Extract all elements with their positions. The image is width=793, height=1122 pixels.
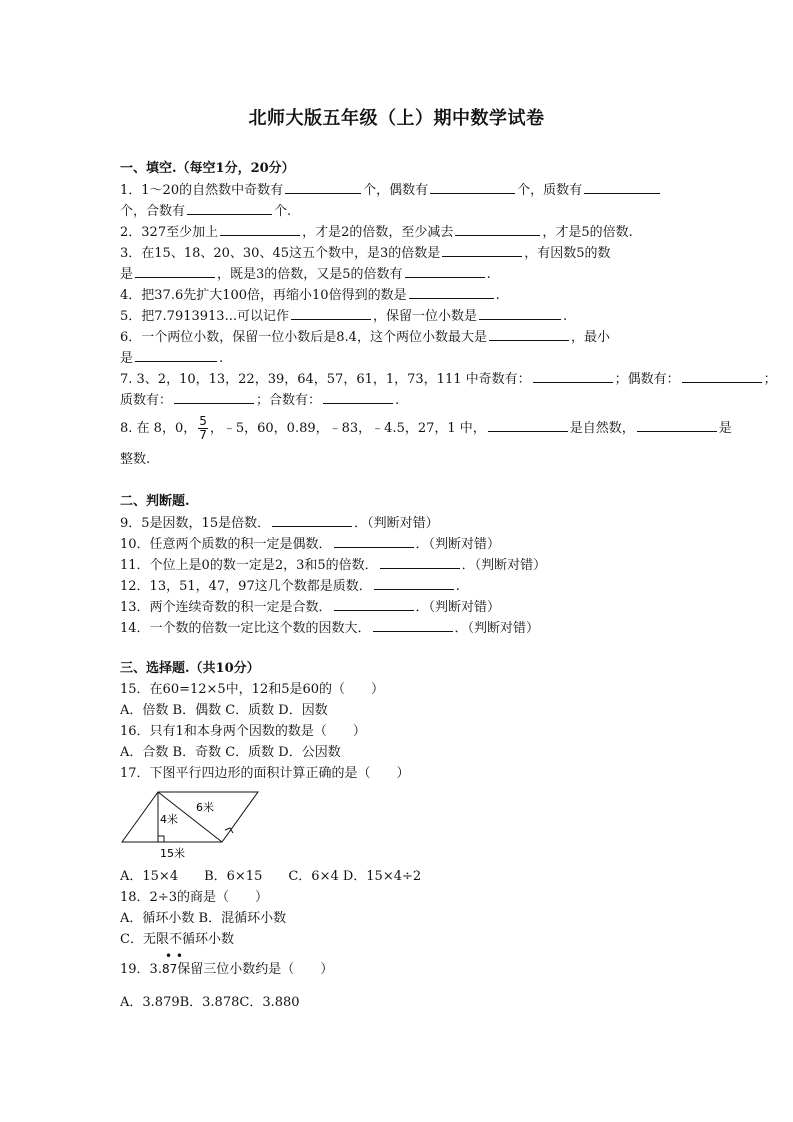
question-5: 5．把7.7913913...可以记作 ，保留一位小数是 . — [120, 309, 568, 324]
question-12: 12．13，51，47，97这几个数都是质数． . — [120, 579, 460, 594]
question-15: 15．在60=12×5中，12和5是60的（ ） — [120, 682, 385, 697]
question-18-options: A．循环小数 B．混循环小数 — [120, 911, 287, 926]
question-7: 7. 3、2，10，13，22，39，64，57，61，1，73，111 中奇数有： ；偶数有： ； — [120, 372, 777, 387]
question-6: 6．一个两位小数，保留一位小数后是8.4，这个两位小数最大是 ，最小 — [120, 330, 610, 345]
answer-blank[interactable] — [334, 598, 414, 611]
repeat-dots: • • — [164, 949, 183, 963]
question-19: 19．3. • • 87保留三位小数约是（ ） — [120, 949, 334, 977]
answer-blank[interactable] — [489, 328, 569, 341]
answer-blank[interactable] — [174, 391, 254, 404]
answer-blank[interactable] — [373, 619, 453, 632]
question-2: 2．327至少加上 ，才是2的倍数，至少减去 ，才是5的倍数. — [120, 225, 633, 240]
question-1: 1．1～20的自然数中奇数有 个，偶数有 个，质数有 — [120, 181, 662, 200]
parallelogram-figure — [118, 786, 263, 862]
question-18-options-cont: C．无限不循环小数 — [120, 932, 234, 947]
answer-blank[interactable] — [291, 307, 371, 320]
question-13: 13．两个连续奇数的积一定是合数． ．（判断对错） — [120, 600, 501, 615]
answer-blank[interactable] — [637, 419, 717, 432]
question-1-cont: 个，合数有 个. — [120, 204, 292, 219]
label-15m: 15米 — [160, 847, 185, 860]
question-14: 14．一个数的倍数一定比这个数的因数大． ．（判断对错） — [120, 621, 540, 636]
answer-blank[interactable] — [135, 265, 215, 278]
answer-blank[interactable] — [409, 286, 494, 299]
question-8: 8. 在 8，0， $\frac{5}{7}$ ，﹣5，60，0.89，﹣83，﹣4.5，27，1 中， 是自然数， 是 — [120, 414, 732, 442]
question-3: 3．在15、18、20、30、45这五个数中，是3的倍数是 ，有因数5的数 — [120, 246, 611, 261]
question-10: 10．任意两个质数的积一定是偶数． ．（判断对错） — [120, 537, 501, 552]
question-16-options: A．合数 B．奇数 C．质数 D．公因数 — [120, 745, 341, 760]
answer-blank[interactable] — [488, 419, 568, 432]
question-6-cont: 是 . — [120, 351, 224, 366]
question-4: 4．把37.6先扩大100倍，再缩小10倍得到的数是 . — [120, 288, 500, 303]
answer-blank[interactable] — [533, 370, 613, 383]
answer-blank[interactable] — [285, 181, 361, 194]
answer-blank[interactable] — [455, 223, 540, 236]
answer-blank[interactable] — [442, 244, 522, 257]
question-17: 17．下图平行四边形的面积计算正确的是（ ） — [120, 766, 410, 781]
answer-blank[interactable] — [374, 577, 454, 590]
answer-blank[interactable] — [479, 307, 561, 320]
question-8-cont: 整数. — [120, 452, 151, 467]
answer-blank[interactable] — [334, 535, 414, 548]
question-9: 9．5是因数，15是倍数． ．（判断对错） — [120, 516, 439, 531]
question-3-cont: 是 ，既是3的倍数，又是5的倍数有 . — [120, 267, 491, 282]
answer-blank[interactable] — [187, 202, 272, 215]
question-19-options: A．3.879B．3.878C．3.880 — [120, 995, 300, 1010]
question-18: 18．2÷3的商是（ ） — [120, 890, 268, 905]
question-17-options: A．15×4 B．6×15 C．6×4 D．15×4÷2 — [120, 869, 422, 884]
repeating-digits: • • 87 — [161, 949, 183, 976]
question-16: 16．只有1和本身两个因数的数是（ ） — [120, 724, 366, 739]
answer-blank[interactable] — [135, 349, 217, 362]
page-title: 北师大版五年级（上）期中数学试卷 — [248, 108, 545, 129]
answer-blank[interactable] — [430, 181, 515, 194]
answer-blank[interactable] — [405, 265, 485, 278]
answer-blank[interactable] — [380, 556, 460, 569]
section-judge-heading: 二、判断题. — [120, 494, 190, 509]
question-15-options: A．倍数 B．偶数 C．质数 D．因数 — [120, 703, 328, 718]
answer-blank[interactable] — [584, 181, 660, 194]
section-fill-heading: 一、填空.（每空1分，20分） — [120, 161, 295, 176]
section-choice-heading: 三、选择题.（共10分） — [120, 661, 260, 676]
right-angle-mark-bottom — [158, 836, 164, 842]
question-11: 11．个位上是0的数一定是2，3和5的倍数． ．（判断对错） — [120, 558, 547, 573]
answer-blank[interactable] — [323, 391, 393, 404]
answer-blank[interactable] — [220, 223, 300, 236]
label-4m: 4米 — [160, 813, 178, 826]
fraction-five-sevenths: $\frac{5}{7}$ — [199, 414, 207, 442]
question-7-cont: 质数有： ；合数有： . — [120, 393, 400, 408]
answer-blank[interactable] — [272, 514, 352, 527]
label-6m: 6米 — [196, 801, 214, 814]
answer-blank[interactable] — [682, 370, 762, 383]
